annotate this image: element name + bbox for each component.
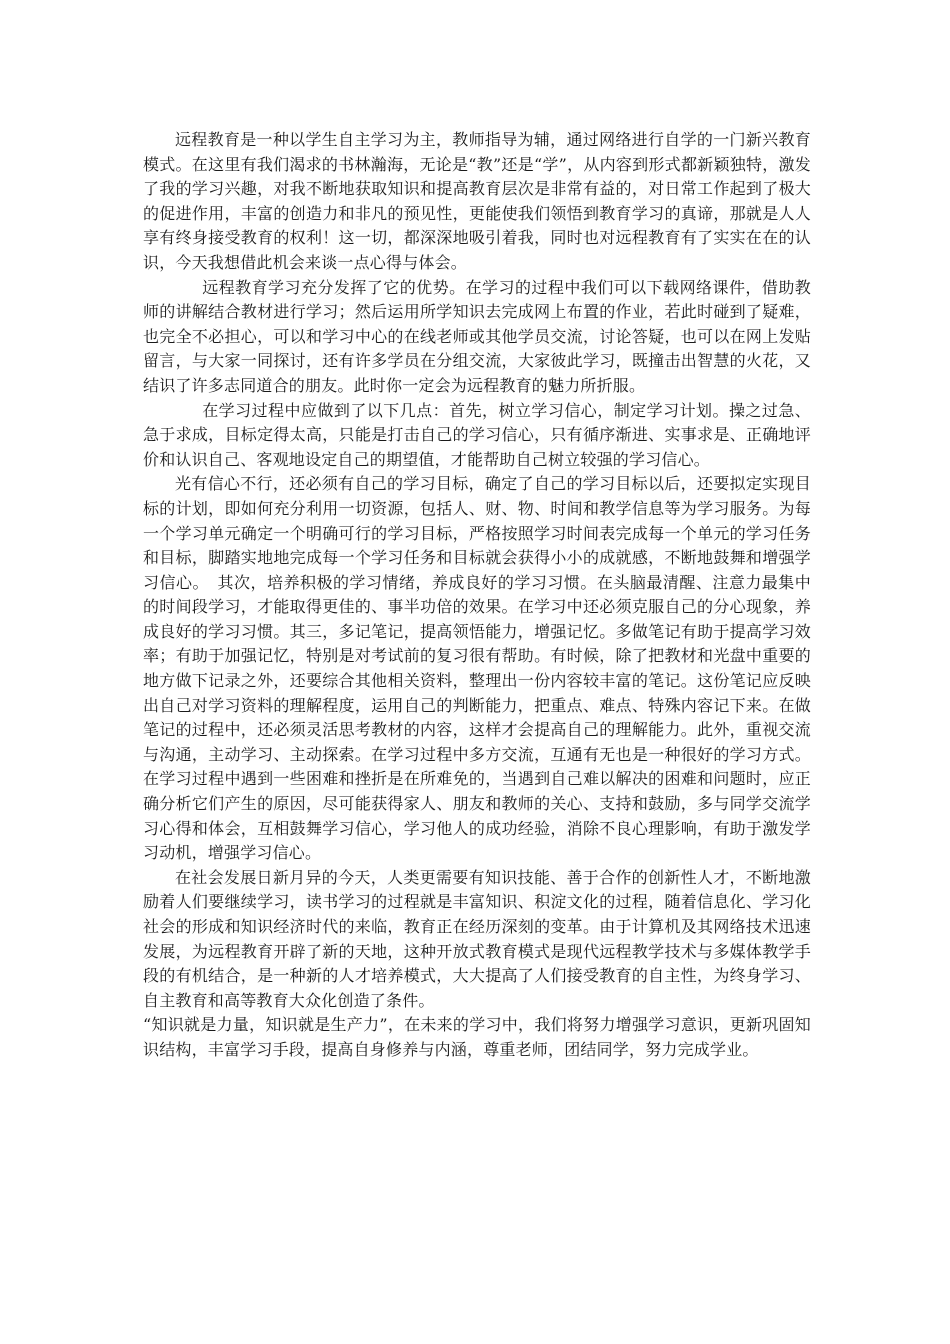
paragraph-5: 在社会发展日新月异的今天，人类更需要有知识技能、善于合作的创新性人才，不断地激励着人们要继续学习，读书学习的过程就是丰富知识、积淀文化的过程，随着信息化、学习化社会的形成和知识经济时代的来临，教育正在经历深刻的变革。由于计算机及其网络技术迅速发展，为远程教育开辟了新的天地，这种开放式教育模式是现代远程教学技术与多媒体教学手段的有机结合，是一种新的人才培养模式，大大提高了人们接受教育的自主性，为终身学习、自主教育和高等教育大众化创造了条件。 [143, 867, 811, 1010]
paragraph-6: “知识就是力量，知识就是生产力”，在未来的学习中，我们将努力增强学习意识，更新巩固知识结构，丰富学习手段，提高自身修养与内涵，尊重老师，团结同学，努力完成学业。 [143, 1015, 811, 1059]
document-body [143, 128, 811, 1063]
paragraph-4: 光有信心不行，还必须有自己的学习目标，确定了自己的学习目标以后，还要拟定实现目标的计划，即如何充分利用一切资源，包括人、财、物、时间和教学信息等为学习服务。为每一个学习单元确定一个明确可行的学习目标，严格按照学习时间表完成每一个单元的学习任务和目标，脚踏实地地完成每一个学习任务和目标就会获得小小的成就感，不断地鼓舞和增强学习信心。 其次，培养积极的学习情绪，养成良好的学习习惯。在头脑最清醒、注意力最集中的时间段学习，才能取得更佳的、事半功倍的效果。在学习中还必须克服自己的分心现象，养成良好的学习习惯。其三，多记笔记，提高领悟能力，增强记忆。多做笔记有助于提高学习效率；有助于加强记忆，特别是对考试前的复习很有帮助。有时候，除了把教材和光盘中重要的地方做下记录之外，还要综合其他相关资料，整理出一份内容较丰富的笔记。这份笔记应反映出自己对学习资料的理解程度，运用自己的判断能力，把重点、难点、特殊内容记下来。在做笔记的过程中，还必须灵活思考教材的内容，这样才会提高自己的理解能力。此外，重视交流与沟通，主动学习、主动探索。在学习过程中多方交流，互通有无也是一种很好的学习方式。在学习过程中遇到一些困难和挫折是在所难免的，当遇到自己难以解决的困难和问题时，应正确分析它们产生的原因，尽可能获得家人、朋友和教师的关心、支持和鼓励，多与同学交流学习心得和体会，互相鼓舞学习信心，学习他人的成功经验，消除不良心理影响，有助于激发学习动机，增强学习信心。 [143, 474, 811, 863]
paragraph-3: 在学习过程中应做到了以下几点：首先，树立学习信心，制定学习计划。操之过急、急于求成，目标定得太高，只能是打击自己的学习信心，只有循序渐进、实事求是、正确地评价和认识自己、客观地设定自己的期望值，才能帮助自己树立较强的学习信心。 [143, 400, 811, 469]
paragraph-1: 远程教育是一种以学生自主学习为主，教师指导为辅，通过网络进行自学的一门新兴教育模式。在这里有我们渴求的书林瀚海，无论是“教”还是“学”，从内容到形式都新颖独特，激发了我的学习兴趣，对我不断地获取知识和提高教育层次是非常有益的，对日常工作起到了极大的促进作用，丰富的创造力和非凡的预见性，更能使我们领悟到教育学习的真谛，那就是人人享有终身接受教育的权利！这一切，都深深地吸引着我，同时也对远程教育有了实实在在的认识，今天我想借此机会来谈一点心得与体会。 [143, 130, 811, 272]
paragraph-2: 远程教育学习充分发挥了它的优势。在学习的过程中我们可以下载网络课件，借助教师的讲解结合教材进行学习；然后运用所学知识去完成网上布置的作业，若此时碰到了疑难，也完全不必担心，可以和学习中心的在线老师或其他学员交流，讨论答疑，也可以在网上发贴留言，与大家一同探讨，还有许多学员在分组交流，大家彼此学习，既撞击出智慧的火花，又结识了许多志同道合的朋友。此时你一定会为远程教育的魅力所折服。 [143, 277, 811, 395]
